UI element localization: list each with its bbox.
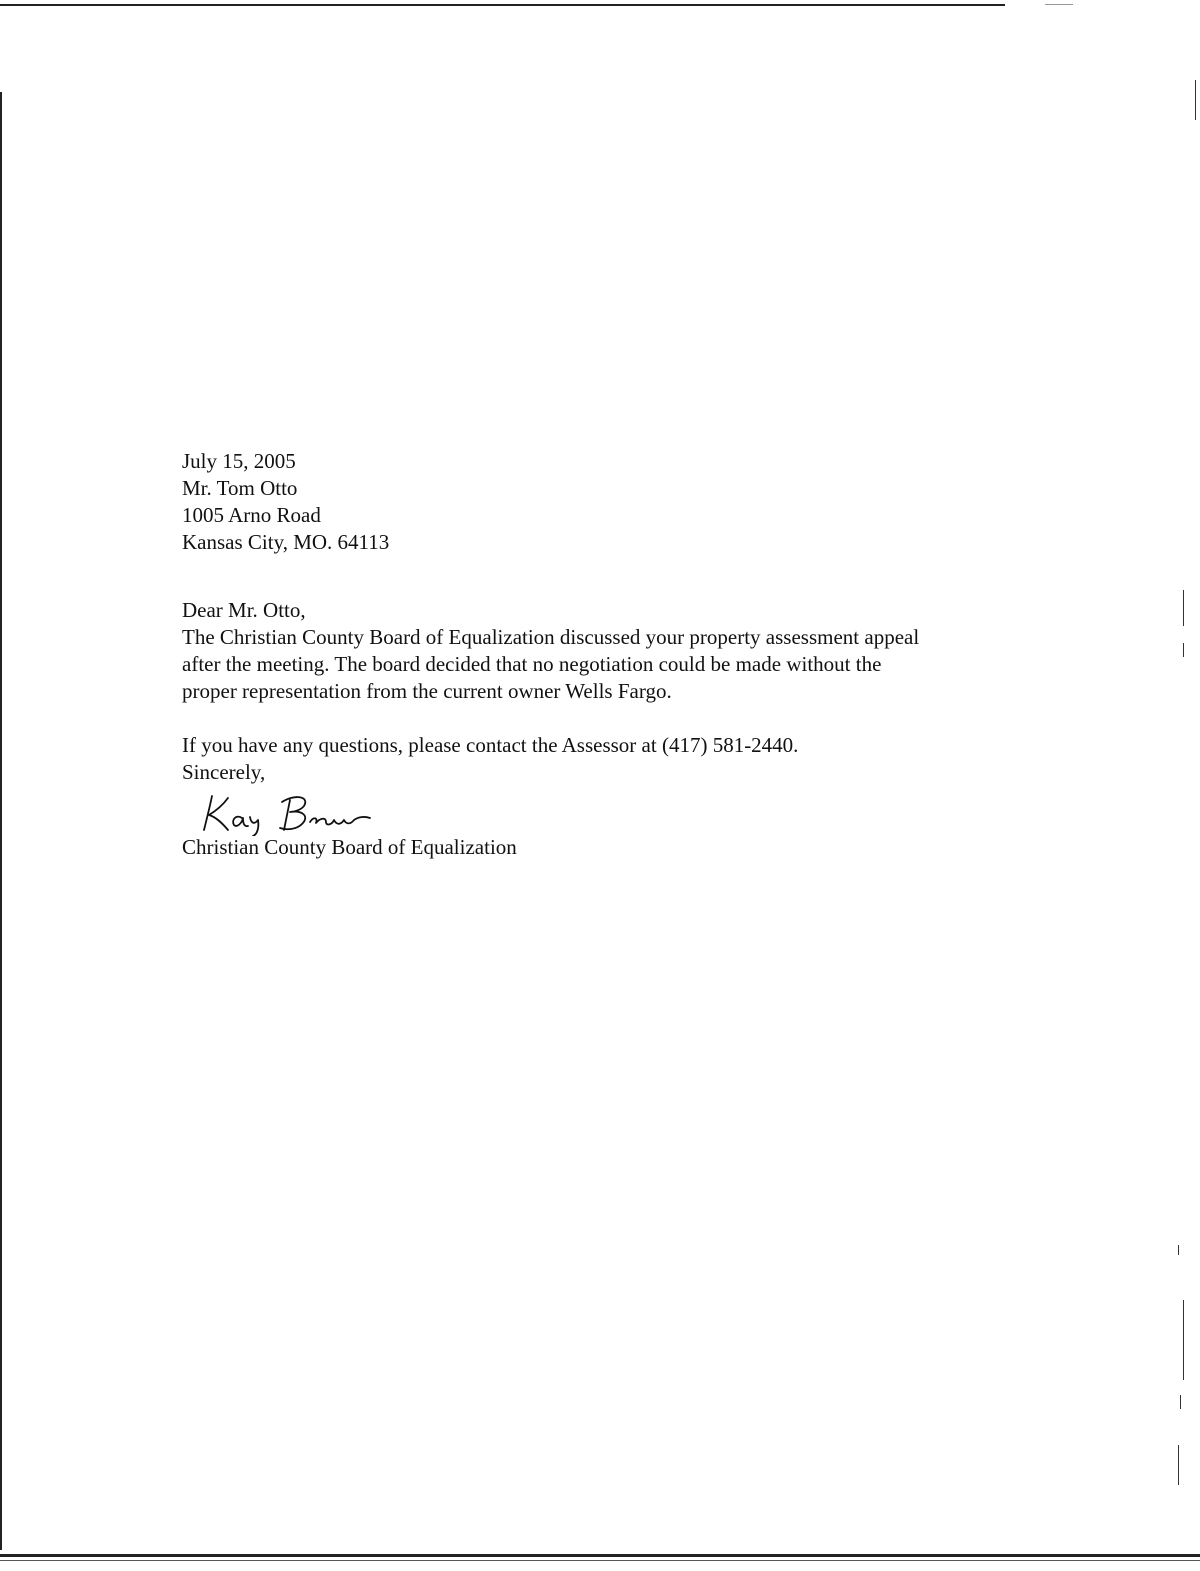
signature-icon xyxy=(198,790,428,836)
recipient-city: Kansas City, MO. 64113 xyxy=(182,530,390,554)
scan-mark xyxy=(1178,1245,1179,1255)
letter-paragraph xyxy=(182,624,1022,705)
recipient-street: 1005 Arno Road xyxy=(182,503,321,527)
scan-border-bottom-inner xyxy=(0,1560,1200,1561)
body-line: after the meeting. The board decided that no negotiation could be made without the xyxy=(182,652,882,676)
scan-border-top-dash xyxy=(1045,4,1073,5)
scan-border-bottom xyxy=(0,1554,1200,1557)
scan-mark xyxy=(1183,1300,1184,1380)
scan-mark xyxy=(1183,590,1184,626)
letter-date: July 15, 2005 xyxy=(182,449,296,473)
signer-organization: Christian County Board of Equalization xyxy=(182,835,517,859)
scan-border-top xyxy=(0,4,1005,6)
scan-mark xyxy=(1195,80,1196,120)
recipient-name: Mr. Tom Otto xyxy=(182,476,298,500)
scan-border-left xyxy=(0,92,2,1550)
letter-body xyxy=(182,448,1022,861)
contact-line: If you have any questions, please contact the Assessor at (417) 581-2440. xyxy=(182,733,799,757)
closing: Sincerely, xyxy=(182,760,266,784)
scan-mark xyxy=(1178,1445,1179,1485)
scan-mark xyxy=(1183,643,1184,657)
recipient-address xyxy=(182,475,1022,556)
scan-mark xyxy=(1180,1395,1181,1409)
salutation: Dear Mr. Otto, xyxy=(182,598,306,622)
handwritten-signature xyxy=(182,786,1022,834)
body-line: The Christian County Board of Equalization discussed your property assessment appeal xyxy=(182,625,920,649)
body-line: proper representation from the current owner Wells Fargo. xyxy=(182,679,672,703)
